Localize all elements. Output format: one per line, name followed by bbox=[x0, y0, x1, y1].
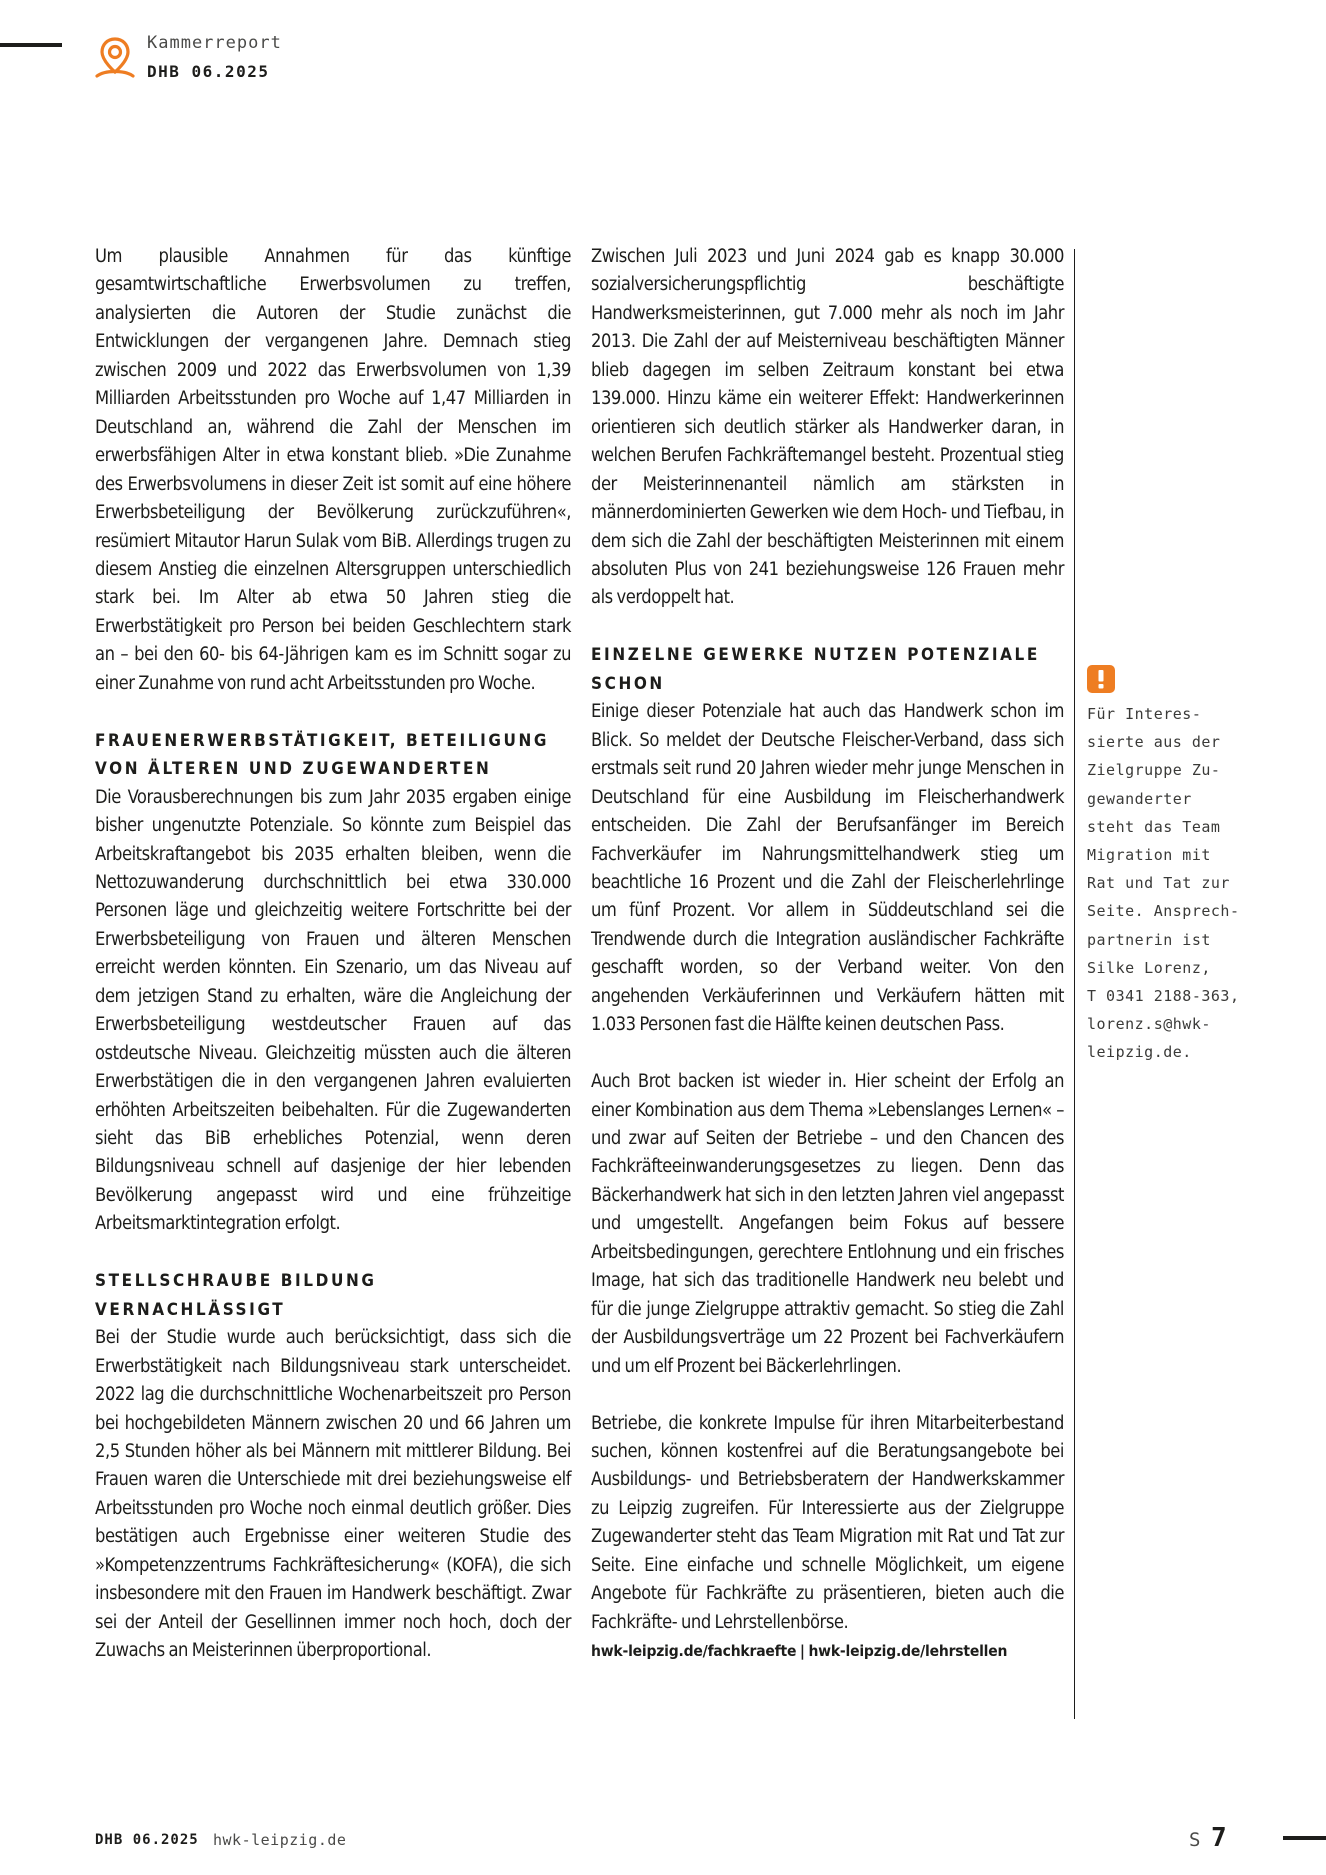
sidenote-line: partnerin ist bbox=[1087, 930, 1211, 949]
section-label: Kammerreport bbox=[147, 33, 282, 53]
middle-column bbox=[591, 243, 1064, 1666]
section-heading: STELLSCHRAUBE BILDUNG VERNACHLÄSSIGT bbox=[95, 1271, 377, 1320]
heading-line: VON ÄLTEREN UND ZUGEWANDERTEN bbox=[95, 759, 492, 780]
paragraph: Um plausible Annahmen für das künftige gesamtwirtschaftliche Erwerbsvolumen zu treffen, analysierten die Autoren der Studie zunächst die Entwicklungen der vergangenen Jahre. Demnach stieg zwischen 2009 und 2022 das Erwerbsvolumen von 1,39 Milliarden Arbeitsstunden pro Woche auf 1,47 Milliarden in Deutschland an, während die Zahl der Menschen im erwerbsfähigen Alter in etwa konstant blieb. »Die Zunahme des Erwerbsvolumens in dieser Zeit ist somit auf eine höhere Erwerbsbeteiligung der Bevölkerung zurückzuführen«, resümiert Mitautor Harun Sulak vom BiB. Allerdings trugen zu diesem Anstieg die einzelnen Altersgruppen unterschiedlich stark bei. Im Alter ab etwa 50 Jahren stieg die Erwerbstätigkeit pro Person bei beiden Geschlechtern stark an – bei den 60- bis 64-Jährigen kam es im Schnitt sogar zu einer Zunahme von rund acht Arbeitsstunden pro Woche. bbox=[95, 246, 571, 694]
sidenote-line: T 0341 2188-363, bbox=[1087, 987, 1240, 1006]
bottom-rule bbox=[1283, 1836, 1326, 1840]
sidenote bbox=[1087, 700, 1262, 1067]
left-column bbox=[95, 243, 571, 1666]
sidenote-line: Seite. Ansprech- bbox=[1087, 902, 1240, 921]
column-divider bbox=[1074, 249, 1075, 1719]
sidenote-line: sierte aus der bbox=[1087, 733, 1221, 752]
top-rule bbox=[0, 43, 62, 47]
section-heading bbox=[95, 727, 571, 784]
sidenote-line: lorenz.s@hwk- bbox=[1087, 1015, 1211, 1034]
exclamation-icon bbox=[1087, 665, 1115, 693]
page-label: S bbox=[1189, 1829, 1201, 1851]
sidenote-line: Zielgruppe Zu- bbox=[1087, 761, 1221, 780]
paragraph: Die Vorausberechnungen bis zum Jahr 2035 ergaben einige bisher ungenutzte Potenziale. So könnte zum Beispiel das Arbeitskraftangebot bis 2035 erhalten bleiben, wenn die Nettozuwanderung durchschnittlich bei etwa 330.000 Personen läge und gleichzeitig weitere Fortschritte bei der Erwerbsbeteiligung von Frauen und älteren Menschen erreicht werden könnten. Ein Szenario, um das Niveau auf dem jetzigen Stand zu erhalten, wäre die Angleichung der Erwerbsbeteiligung westdeutscher Frauen auf das ostdeutsche Niveau. Gleichzeitig müssten auch die älteren Erwerbstätigen die in den vergangenen Jahren evaluierten erhöhten Arbeitszeiten beibehalten. Für die Zugewanderten sieht das BiB erhebliches Potenzial, wenn deren Bildungsniveau schnell auf dasjenige der hier lebenden Bevölkerung angepasst wird und eine frühzeitige Arbeitsmarktintegration erfolgt. bbox=[95, 786, 571, 1235]
paragraph: Betriebe, die konkrete Impulse für ihren Mitarbeiterbestand suchen, können kostenfrei auf die Beratungsangebote bei Ausbildungs- und Betriebsberatern der Handwerkskammer zu Leipzig zugreifen. Für Interessierte aus der Zielgruppe Zugewanderter steht das Team Migration mit Rat und Tat zur Seite. Eine einfache und schnelle Möglichkeit, um eigene Angebote für Fachkräfte zu präsentieren, bieten auch die Fachkräfte- und Lehrstellenbörse. bbox=[591, 1412, 1064, 1633]
sidenote-line: leipzig.de. bbox=[1087, 1043, 1192, 1062]
footer-url[interactable]: hwk-leipzig.de bbox=[213, 1831, 347, 1849]
sidenote-line: gewanderter bbox=[1087, 789, 1192, 808]
location-pin-icon bbox=[95, 36, 135, 80]
page-number: 7 bbox=[1211, 1823, 1227, 1853]
sidenote-line: Rat und Tat zur bbox=[1087, 874, 1230, 893]
sidenote-line: Silke Lorenz, bbox=[1087, 958, 1211, 977]
section-heading: EINZELNE GEWERKE NUTZEN POTENZIALE SCHON bbox=[591, 645, 1040, 694]
sidenote-line: Migration mit bbox=[1087, 846, 1211, 865]
paragraph: Einige dieser Potenziale hat auch das Handwerk schon im Blick. So meldet der Deutsche Fleischer-Verband, dass sich erstmals seit rund 20 Jahren wieder mehr junge Menschen in Deutschland für eine Ausbildung im Fleischerhandwerk entscheiden. Die Zahl der Berufsanfänger im Bereich Fachverkäufer im Nahrungsmittelhandwerk stieg um beachtliche 16 Prozent und die Zahl der Fleischerlehrlinge um fünf Prozent. Vor allem in Süddeutschland sei die Trendwende durch die Integration ausländischer Fachkräfte geschafft worden, so der Verband weiter. Von den angehenden Verkäuferinnen und Verkäufern hätten mit 1.033 Personen fast die Hälfte keinen deutschen Pass. bbox=[591, 701, 1064, 1036]
paragraph: Bei der Studie wurde auch berücksichtigt, dass sich die Erwerbstätigkeit nach Bildungsniveau stark unterscheidet. 2022 lag die durchschnittliche Wochenarbeitszeit pro Person bei hochgebildeten Männern zwischen 20 und 66 Jahren um 2,5 Stunden höher als bei Männern mit mittlerer Bildung. Bei Frauen waren die Unterschiede mit drei beziehungsweise elf Arbeitsstunden pro Woche noch einmal deutlich größer. Dies bestätigen auch Ergebnisse einer weiteren Studie des »Kompetenzzentrums Fachkräftesicherung« (KOFA), die sich insbesondere mit den Frauen im Handwerk beschäftigt. Zwar sei der Anteil der Gesellinnen immer noch hoch, doch der Zuwachs an Meisterinnen überproportional. bbox=[95, 1327, 571, 1662]
sidenote-line: steht das Team bbox=[1087, 817, 1221, 836]
links-line[interactable]: hwk-leipzig.de/fachkraefte | hwk-leipzig.de/lehrstellen bbox=[591, 1642, 1008, 1661]
sidenote-line: Für Interes- bbox=[1087, 705, 1202, 723]
issue-label: DHB 06.2025 bbox=[147, 62, 270, 81]
footer-issue: DHB 06.2025 bbox=[95, 1832, 199, 1848]
paragraph: Auch Brot backen ist wieder in. Hier scheint der Erfolg an einer Kombination aus dem Thema »Lebenslanges Lernen« – und zwar auf Seiten der Betriebe – und den Chancen des Fachkräfteeinwanderungsgesetzes zu liegen. Denn das Bäckerhandwerk hat sich in den letzten Jahren viel angepasst und umgestellt. Angefangen beim Fokus auf bessere Arbeitsbedingungen, gerechtere Entlohnung und ein frisches Image, hat sich das traditionelle Handwerk neu belebt und für die junge Zielgruppe attraktiv gemacht. So stieg die Zahl der Ausbildungsverträge um 22 Prozent bei Fachverkäufern und um elf Prozent bei Bäckerlehrlingen. bbox=[591, 1071, 1064, 1377]
heading-line: FRAUENERWERBSTÄTIGKEIT, BETEILIGUNG bbox=[95, 730, 550, 751]
paragraph: Zwischen Juli 2023 und Juni 2024 gab es knapp 30.000 sozialversicherungspflichtig beschäftigte Handwerksmeisterinnen, gut 7.000 mehr als noch im Jahr 2013. Die Zahl der auf Meisterniveau beschäftigten Männer blieb dagegen im selben Zeitraum konstant bei etwa 139.000. Hinzu käme ein weiterer Effekt: Handwerkerinnen orientieren sich deutlich stärker als Handwerker daran, in welchen Berufen Fachkräftemangel besteht. Prozentual stieg der Meisterinnenanteil nämlich am stärksten in männerdominierten Gewerken wie dem Hoch- und Tiefbau, in dem sich die Zahl der beschäftigten Meisterinnen mit einem absoluten Plus von 241 beziehungsweise 126 Frauen mehr als verdoppelt hat. bbox=[591, 246, 1064, 609]
